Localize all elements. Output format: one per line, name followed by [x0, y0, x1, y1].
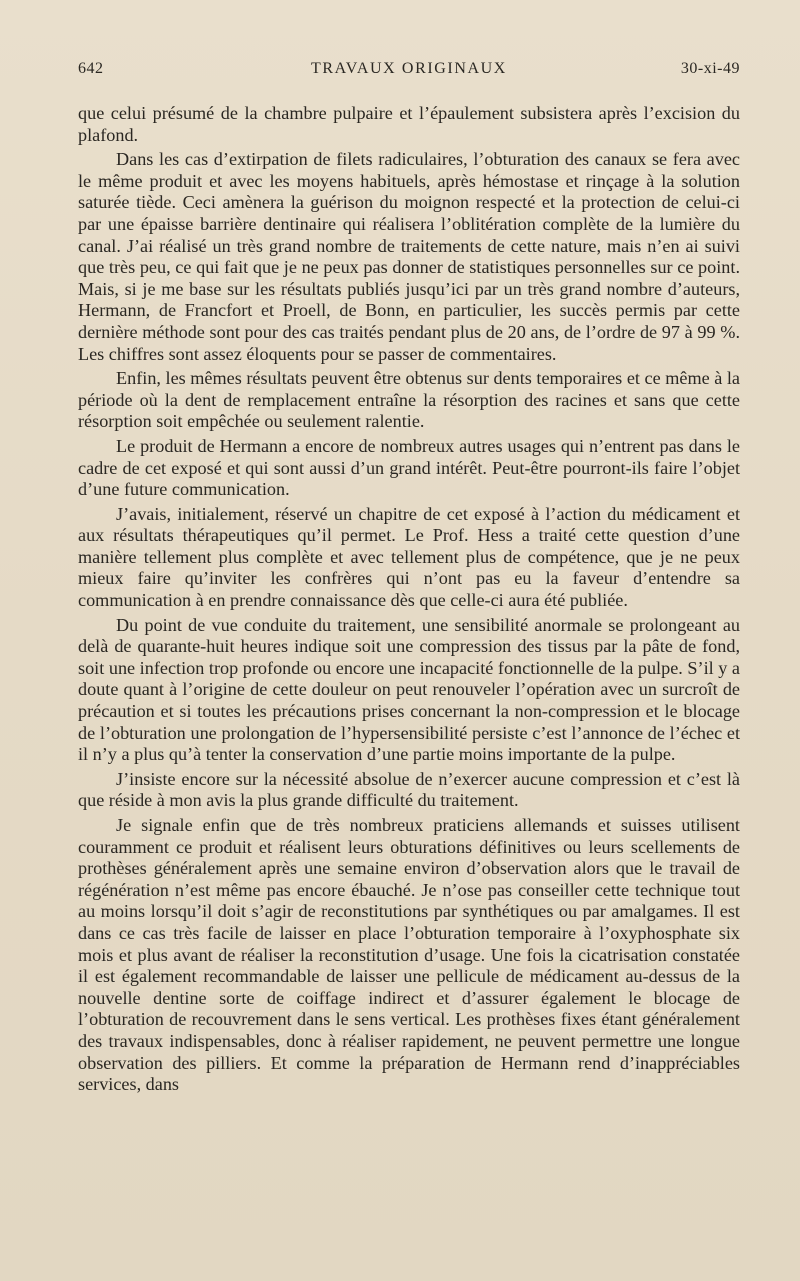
paragraph-8: Je signale enfin que de très nombreux praticiens allemands et suisses utilisent couramment ce produit et réalisent leurs obturations définitives ou leurs scellements de prothèses généralement après une semaine environ d’observation alors que le travail de régénération n’est même pas encore ébauché. Je n’ose pas conseiller cette technique tout au moins lorsqu’il doit s’agir de reconstitutions par synthétiques ou par amalgames. Il est dans ce cas très facile de laisser en place l’obturation temporaire à l’oxyphosphate six mois et plus avant de réaliser la reconstitution d’usage. Une fois la cicatrisation constatée il est également recommandable de laisser une pellicule de médicament au-dessus de la nouvelle dentine sorte de coiffage indirect et d’assurer également le blocage de l’obturation de recouvrement dans le sens vertical. Les prothèses fixes étant généralement des travaux indispensables, donc à réaliser rapidement, ne peuvent permettre une longue observation des pilliers. Et comme la préparation de Hermann rend d’inappréciables services, dans — [78, 815, 740, 1095]
page-number: 642 — [78, 60, 104, 77]
paragraph-4: Le produit de Hermann a encore de nombreux autres usages qui n’entrent pas dans le cadre de cet exposé et qui sont aussi d’un grand intérêt. Peut-être pourront-ils faire l’objet d’une future communication. — [78, 435, 740, 500]
article-body — [78, 103, 740, 1099]
paragraph-6: Du point de vue conduite du traitement, une sensibilité anormale se prolongeant au delà de quarante-huit heures indique soit une compression des tissus par la pâte de fond, soit une infection trop profonde ou encore une incapacité fonctionnelle de la pulpe. S’il y a doute quant à l’origine de cette douleur on peut renouveler l’opération avec un surcroît de précaution et si toutes les précautions prises concernant la non-compression et le blocage de l’obturation une prolongation de l’hypersensibilité persiste c’est l’annonce de l’échec et il n’y a plus qu’à tenter la conservation d’une partie moins importante de la pulpe. — [78, 614, 740, 765]
issue-date: 30-xi-49 — [680, 60, 740, 77]
paragraph-3: Enfin, les mêmes résultats peuvent être obtenus sur dents temporaires et ce même à la période où la dent de remplacement entraîne la résorption des racines et sans que cette résorption soit empêchée ou seulement ralentie. — [78, 368, 740, 432]
paragraph-2: Dans les cas d’extirpation de filets radiculaires, l’obturation des canaux se fera avec le même produit et avec les moyens habituels, après hémostase et rinçage à la solution saturée tiède. Ceci amènera la guérison du moignon respecté et la protection de celui-ci par une épaisse barrière dentinaire qui réalisera l’oblitération complète de la lumière du canal. J’ai réalisé un très grand nombre de traitements de cette nature, mais n’en ai suivi que très peu, ce qui fait que je ne peux pas donner de statistiques personnelles sur ce point. Mais, si je me base sur les résultats publiés jusqu’ici par un très grand nombre d’auteurs, Hermann, de Francfort et Proell, de Bonn, en particulier, les succès permis par cette dernière méthode sont pour des cas traités pendant plus de 20 ans, de l’ordre de 97 à 99 %. Les chiffres sont assez éloquents pour se passer de commentaires. — [78, 149, 740, 364]
paragraph-1: que celui présumé de la chambre pulpaire et l’épaulement subsistera après l’excision du plafond. — [78, 103, 740, 145]
paragraph-7: J’insiste encore sur la nécessité absolue de n’exercer aucune compression et c’est là que réside à mon avis la plus grande difficulté du traitement. — [78, 768, 740, 811]
running-header — [78, 60, 740, 84]
paragraph-5: J’avais, initialement, réservé un chapitre de cet exposé à l’action du médicament et aux résultats thérapeutiques qu’il permet. Le Prof. Hess a traité cette question d’une manière tellement plus complète et avec tellement plus de compétence, que je ne peux mieux faire qu’inviter les confrères qui n’ont pas eu la faveur d’entendre sa communication à en prendre connaissance dès que celle-ci aura été publiée. — [78, 503, 740, 611]
running-title: TRAVAUX ORIGINAUX — [311, 60, 507, 77]
